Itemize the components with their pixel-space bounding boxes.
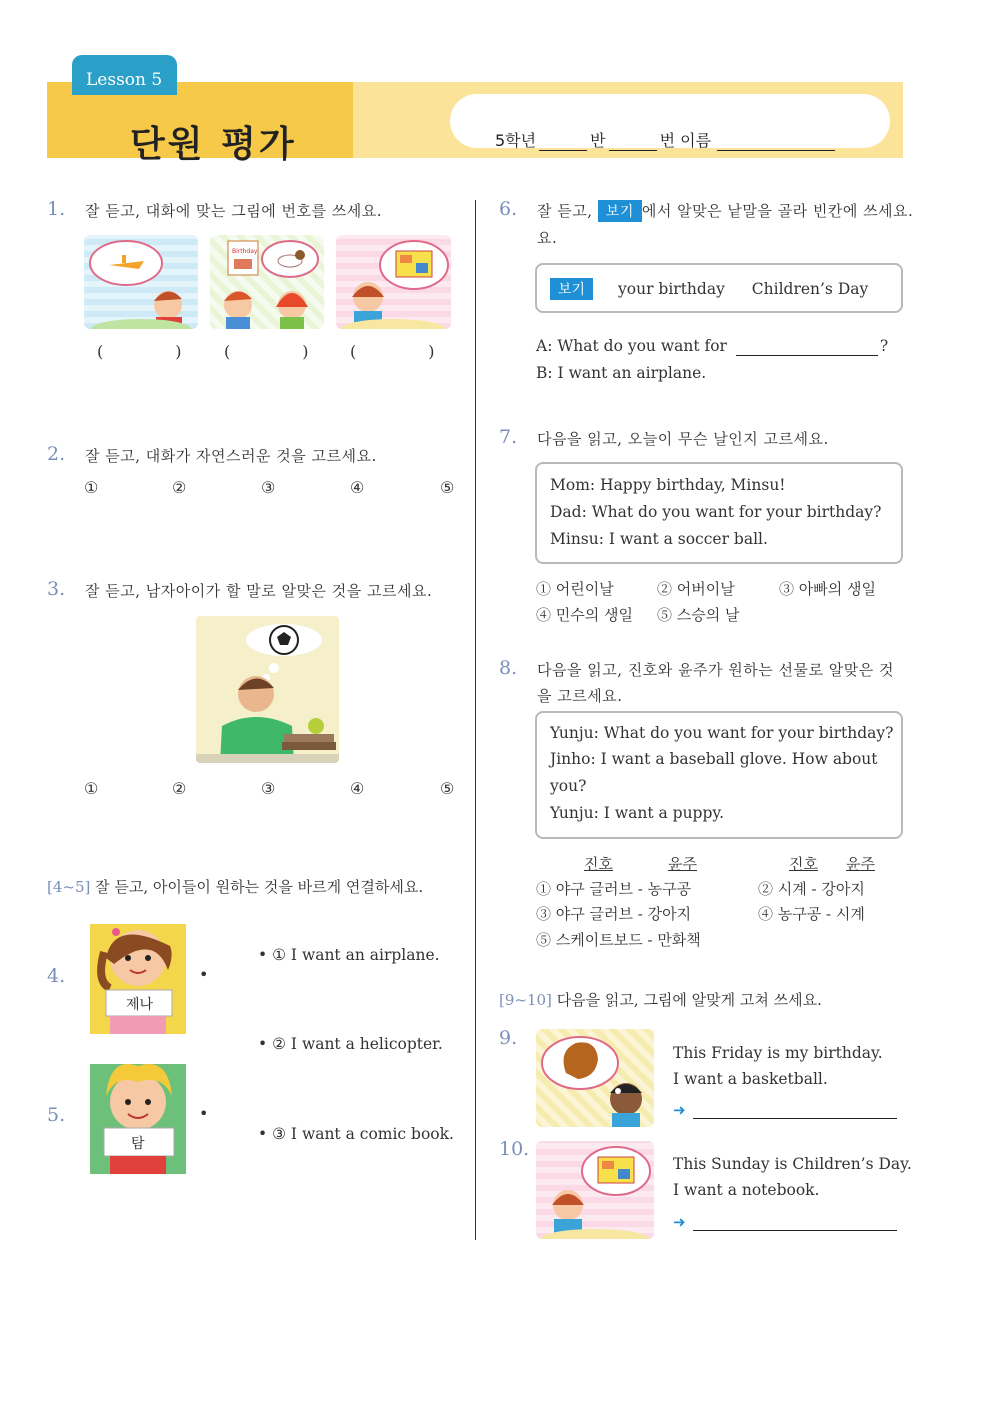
q45-option-3[interactable]: • ③ I want a comic book. [258, 1125, 454, 1143]
q10-arrow-icon: ➜ [673, 1213, 686, 1231]
q4-name-card: 제나 [126, 997, 154, 1013]
q4-picture-jenna [84, 912, 192, 1036]
q910-range: [9~10] [499, 991, 552, 1009]
q2-choice-4[interactable]: ④ [350, 478, 365, 497]
q2-choice-5[interactable]: ⑤ [440, 478, 455, 497]
q10-answer-blank[interactable] [693, 1210, 897, 1231]
q2-choice-1[interactable]: ① [84, 478, 99, 497]
q9-arrow-icon: ➜ [673, 1101, 686, 1119]
q7-choice-3[interactable]: ③ 아빠의 생일 [779, 580, 876, 598]
q8-text-line1: 다음을 읽고, 진호와 윤주가 원하는 선물로 알맞은 것 [537, 661, 894, 679]
q8-dialog-line-4: Yunju: I want a puppy. [550, 804, 725, 822]
q1-text: 잘 듣고, 대화에 맞는 그림에 번호를 쓰세요. [85, 202, 382, 220]
q8-choice-3[interactable]: ③ 야구 글러브 - 강아지 [536, 905, 692, 923]
q1-number: 1. [47, 198, 66, 220]
q45-option-1[interactable]: • ① I want an airplane. [258, 946, 440, 964]
q1-answer-2[interactable]: ( ) [224, 342, 309, 361]
q1-answer-1[interactable]: ( ) [97, 342, 182, 361]
q3-choice-2[interactable]: ② [172, 779, 187, 798]
q910-text: 다음을 읽고, 그림에 알맞게 고쳐 쓰세요. [556, 991, 822, 1009]
svg-text:Birthday: Birthday [232, 248, 258, 255]
q45-range: [4~5] [47, 878, 91, 896]
q3-choice-1[interactable]: ① [84, 779, 99, 798]
q9-line-2: I want a basketball. [673, 1070, 828, 1088]
q2-text: 잘 듣고, 대화가 자연스러운 것을 고르세요. [85, 447, 377, 465]
q6-word-box-label: 보기 [550, 278, 593, 300]
q8-text-line2: 을 고르세요. [537, 687, 623, 705]
number-label: 번 [659, 131, 676, 150]
q6-number: 6. [499, 198, 518, 220]
q1-picture-1 [84, 235, 198, 329]
q6-a-text: A: What do you want for [536, 337, 727, 355]
q2-choice-3[interactable]: ③ [261, 478, 276, 497]
q6-word-box-content [550, 278, 868, 300]
q1-answer-3[interactable]: ( ) [350, 342, 435, 361]
q8-choice-1[interactable]: ① 야구 글러브 - 농구공 [536, 880, 692, 898]
q8-col-header-yunju-1: 윤주 [668, 855, 697, 873]
q9-answer-row [673, 1098, 897, 1119]
name-blank[interactable] [717, 132, 835, 151]
q45-text: 잘 듣고, 아이들이 원하는 것을 바르게 연결하세요. [95, 878, 424, 896]
class-label: 반 [590, 131, 606, 150]
q45-option-2[interactable]: • ② I want a helicopter. [258, 1035, 443, 1053]
q3-number: 3. [47, 578, 66, 600]
q7-dialog-line-1: Mom: Happy birthday, Minsu! [550, 476, 786, 494]
q9-answer-blank[interactable] [693, 1098, 897, 1119]
q5-dot[interactable]: • [199, 1104, 209, 1123]
q10-picture-notebook [536, 1141, 654, 1239]
q2-number: 2. [47, 443, 66, 465]
q8-dialog-line-3: you? [550, 777, 587, 795]
q10-answer-row [673, 1210, 897, 1231]
q9-number: 9. [499, 1027, 518, 1049]
q6-text-line2: 요. [537, 229, 558, 247]
q10-line-2: I want a notebook. [673, 1181, 820, 1199]
q6-text [537, 200, 913, 222]
grade-label: 5학년 [495, 131, 537, 150]
q6-bogi-label: 보기 [598, 200, 642, 222]
q3-picture-boy-thinking-soccer [196, 616, 339, 763]
q6-a-end: ? [879, 337, 889, 355]
q8-dialog-line-1: Yunju: What do you want for your birthday? [550, 724, 894, 742]
q45-header [47, 876, 423, 897]
name-label: 이름 [680, 131, 712, 150]
q3-choice-4[interactable]: ④ [350, 779, 365, 798]
q6-word-1: your birthday [618, 280, 725, 298]
q8-col-header-jinho-2: 진호 [789, 855, 818, 873]
q4-dot[interactable]: • [199, 965, 209, 984]
q6-line-b: B: I want an airplane. [536, 364, 707, 382]
class-blank[interactable] [539, 132, 587, 151]
number-blank[interactable] [609, 132, 657, 151]
q8-col-header-yunju-2: 윤주 [846, 855, 875, 873]
q8-choice-2[interactable]: ② 시계 - 강아지 [758, 880, 865, 898]
q8-choice-4[interactable]: ④ 농구공 - 시계 [758, 905, 865, 923]
q7-dialog-line-3: Minsu: I want a soccer ball. [550, 530, 768, 548]
q6-text-after: 에서 알맞은 낱말을 골라 빈칸에 쓰세요. [641, 202, 914, 220]
q6-blank[interactable] [736, 335, 878, 356]
column-divider [475, 200, 476, 1240]
q7-choice-1[interactable]: ① 어린이날 [536, 580, 614, 598]
q6-line-a [536, 333, 888, 360]
q7-dialog-line-2: Dad: What do you want for your birthday? [550, 503, 882, 521]
q6-word-2: Children’s Day [751, 280, 869, 298]
q1-picture-2 [210, 235, 324, 329]
page-title: 단원 평가 [130, 124, 297, 165]
q3-choice-5[interactable]: ⑤ [440, 779, 455, 798]
q3-text: 잘 듣고, 남자아이가 할 말로 알맞은 것을 고르세요. [85, 582, 433, 600]
q4-number: 4. [47, 965, 66, 987]
q910-header [499, 989, 822, 1010]
q8-choice-5[interactable]: ⑤ 스케이트보드 - 만화책 [536, 931, 701, 949]
lesson-label: Lesson 5 [86, 70, 163, 90]
q1-picture-3 [336, 235, 451, 329]
q3-choice-3[interactable]: ③ [261, 779, 276, 798]
q10-number: 10. [499, 1138, 530, 1160]
student-info [495, 128, 835, 151]
q7-choice-2[interactable]: ② 어버이날 [657, 580, 735, 598]
q7-text: 다음을 읽고, 오늘이 무슨 날인지 고르세요. [537, 430, 829, 448]
q5-picture-tom [84, 1052, 192, 1176]
q7-choice-5[interactable]: ⑤ 스승의 날 [657, 606, 740, 624]
q7-number: 7. [499, 426, 518, 448]
q5-name-card: 탐 [131, 1136, 145, 1152]
q7-choice-4[interactable]: ④ 민수의 생일 [536, 606, 633, 624]
q8-col-header-jinho-1: 진호 [584, 855, 613, 873]
q10-line-1: This Sunday is Children’s Day. [673, 1155, 912, 1173]
q8-number: 8. [499, 657, 518, 679]
q9-picture-glove [536, 1029, 654, 1127]
q5-number: 5. [47, 1104, 66, 1126]
q6-text-before: 잘 듣고, [537, 202, 593, 220]
q8-dialog-line-2: Jinho: I want a baseball glove. How about [550, 750, 878, 768]
q9-line-1: This Friday is my birthday. [673, 1044, 883, 1062]
q2-choice-2[interactable]: ② [172, 478, 187, 497]
